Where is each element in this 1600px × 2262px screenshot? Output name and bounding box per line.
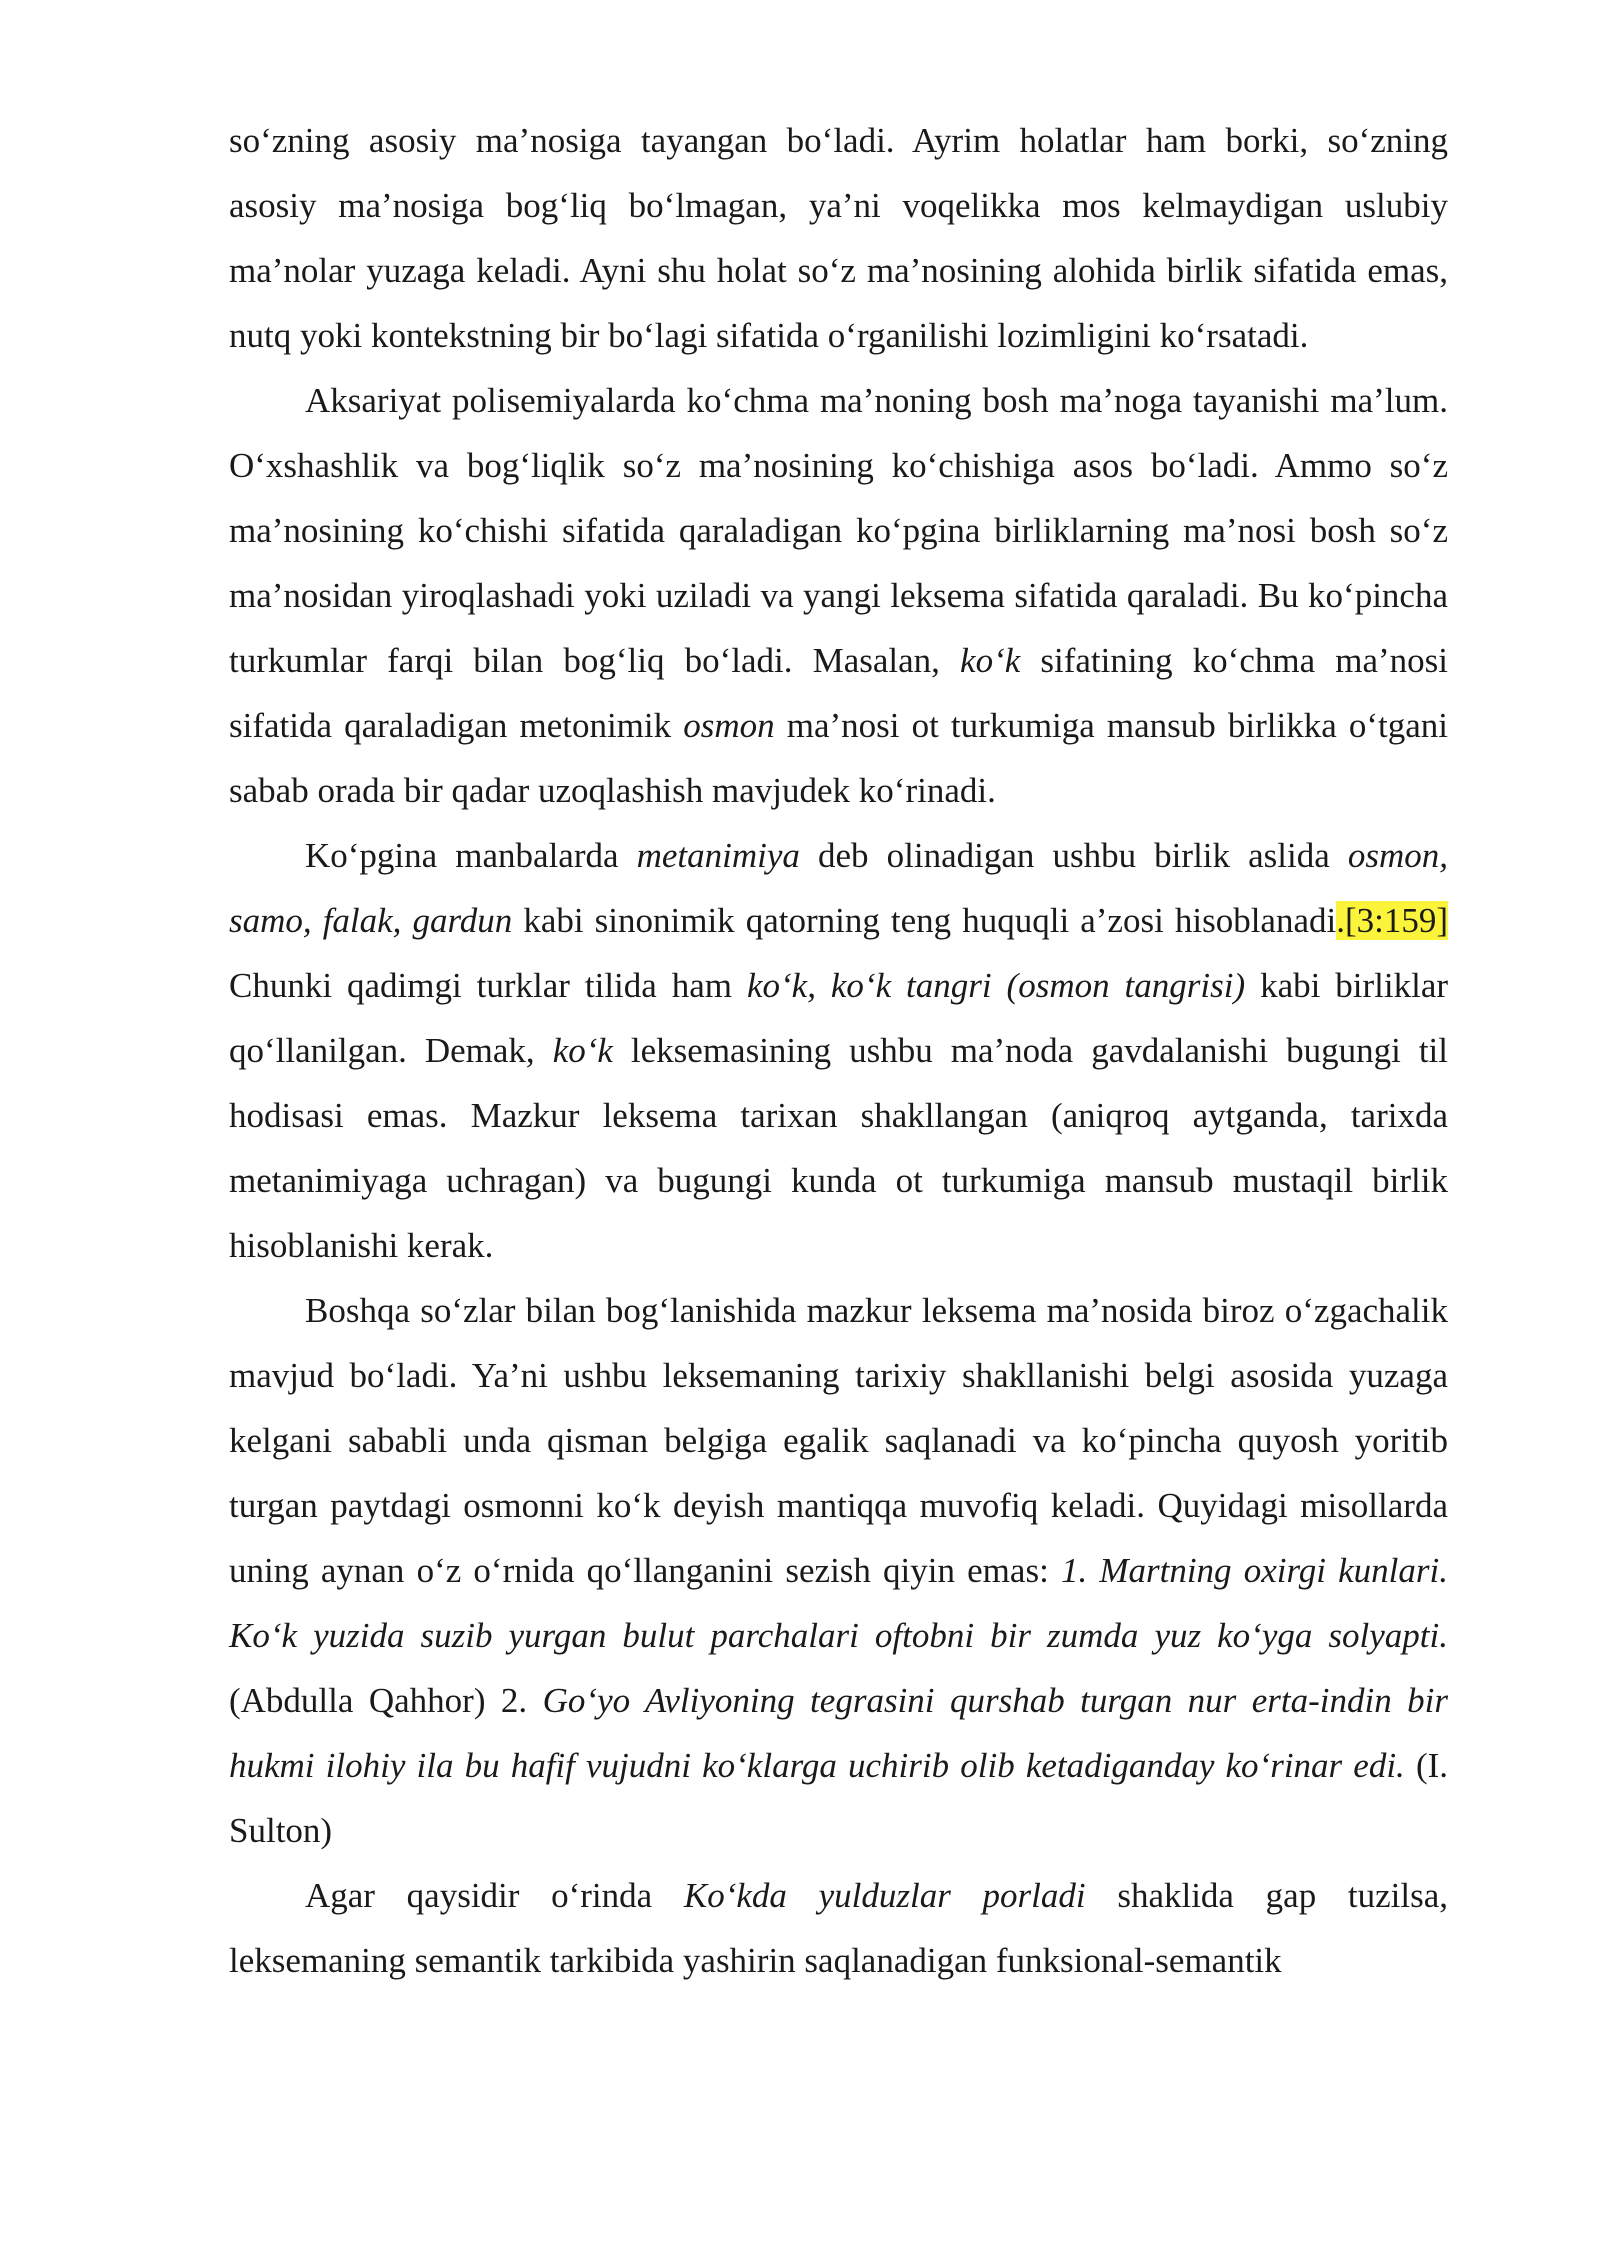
text-run: Agar qaysidir o‘rinda bbox=[305, 1876, 684, 1915]
text-run: sifatining ko‘chma ma’nosi sifatida qaraladigan metonimik bbox=[229, 641, 1448, 745]
body-paragraph bbox=[229, 1278, 1448, 1863]
italic-text: Ko‘kda yulduzlar porladi bbox=[683, 1876, 1086, 1915]
italic-text: osmon bbox=[683, 706, 775, 745]
italic-text: osmon, samo, falak, gardun bbox=[229, 836, 1448, 940]
italic-text: ko‘k bbox=[552, 1031, 613, 1070]
italic-text: metanimiya bbox=[636, 836, 800, 875]
citation-highlight: .[3:159] bbox=[1336, 901, 1449, 940]
body-paragraph bbox=[229, 823, 1448, 1278]
text-run: shaklida gap tuzilsa, leksemaning semantik tarkibida yashirin saqlanadigan funksional-semantik bbox=[229, 1876, 1449, 1980]
body-paragraph bbox=[229, 108, 1448, 368]
text-run: Boshqa so‘zlar bilan bog‘lanishida mazkur leksema ma’nosida biroz o‘zgachalik mavjud bo‘ladi. Ya’ni ushbu leksemaning tarixiy shakllanishi belgi asosida yuzaga kelgani sababli unda qisman belgiga egalik saqlanadi va ko‘pincha quyosh yoritib turgan paytdagi osmonni ko‘k deyish mantiqqa muvofiq keladi. Quyidagi misollarda uning aynan o‘z o‘rnida qo‘llanganini sezish qiyin emas: bbox=[229, 1291, 1448, 1590]
text-run: (Abdulla Qahhor) 2. bbox=[229, 1681, 543, 1720]
italic-text: 1. Martning oxirgi kunlari. Ko‘k yuzida suzib yurgan bulut parchalari oftobni bir zumda yuz ko‘yga solyapti. bbox=[229, 1551, 1448, 1655]
text-run: Chunki qadimgi turklar tilida ham bbox=[229, 966, 747, 1005]
text-run: kabi birliklar qo‘llanilgan. Demak, bbox=[229, 966, 1449, 1070]
text-run: kabi sinonimik qatorning teng huquqli a’zosi hisoblanadi bbox=[512, 901, 1337, 940]
text-run: Aksariyat polisemiyalarda ko‘chma ma’noning bosh ma’noga tayanishi ma’lum. O‘xshashlik va bog‘liqlik so‘z ma’nosining ko‘chishiga asos bo‘ladi. Ammo so‘z ma’nosining ko‘chishi sifatida qaraladigan ko‘pgina birliklarning ma’nosi bosh so‘z ma’nosidan yiroqlashadi yoki uziladi va yangi leksema sifatida qaraladi. Bu ko‘pincha turkumlar farqi bilan bog‘liq bo‘ladi. Masalan, bbox=[229, 381, 1448, 680]
italic-text: Go‘yo Avliyoning tegrasini qurshab turgan nur erta-indin bir hukmi ilohiy ila bu hafif vujudni ko‘klarga uchirib olib ketadiganday ko‘rinar edi. bbox=[229, 1681, 1448, 1785]
italic-text: ko‘k, ko‘k tangri (osmon tangrisi) bbox=[746, 966, 1246, 1005]
document-body bbox=[229, 108, 1448, 1993]
italic-text: ko‘k bbox=[960, 641, 1021, 680]
text-run: deb olinadigan ushbu birlik aslida bbox=[799, 836, 1348, 875]
text-run: so‘zning asosiy ma’nosiga tayangan bo‘ladi. Ayrim holatlar ham borki, so‘zning asosiy ma’nosiga bog‘liq bo‘lmagan, ya’ni voqelikka mos kelmaydigan uslubiy ma’nolar yuzaga keladi. Ayni shu holat so‘z ma’nosining alohida birlik sifatida emas, nutq yoki kontekstning bir bo‘lagi sifatida o‘rganilishi lozimligini ko‘rsatadi. bbox=[229, 121, 1448, 355]
body-paragraph bbox=[229, 1863, 1448, 1993]
text-run: Ko‘pgina manbalarda bbox=[305, 836, 637, 875]
text-run: ma’nosi ot turkumiga mansub birlikka o‘tgani sabab orada bir qadar uzoqlashish mavjudek ko‘rinadi. bbox=[229, 706, 1448, 810]
text-run: (I. Sulton) bbox=[229, 1746, 1449, 1850]
text-run: leksemasining ushbu ma’noda gavdalanishi bugungi til hodisasi emas. Mazkur leksema tarixan shakllangan (aniqroq aytganda, tarixda metanimiyaga uchragan) va bugungi kunda ot turkumiga mansub mustaqil birlik hisoblanishi kerak. bbox=[229, 1031, 1448, 1265]
body-paragraph bbox=[229, 368, 1448, 823]
